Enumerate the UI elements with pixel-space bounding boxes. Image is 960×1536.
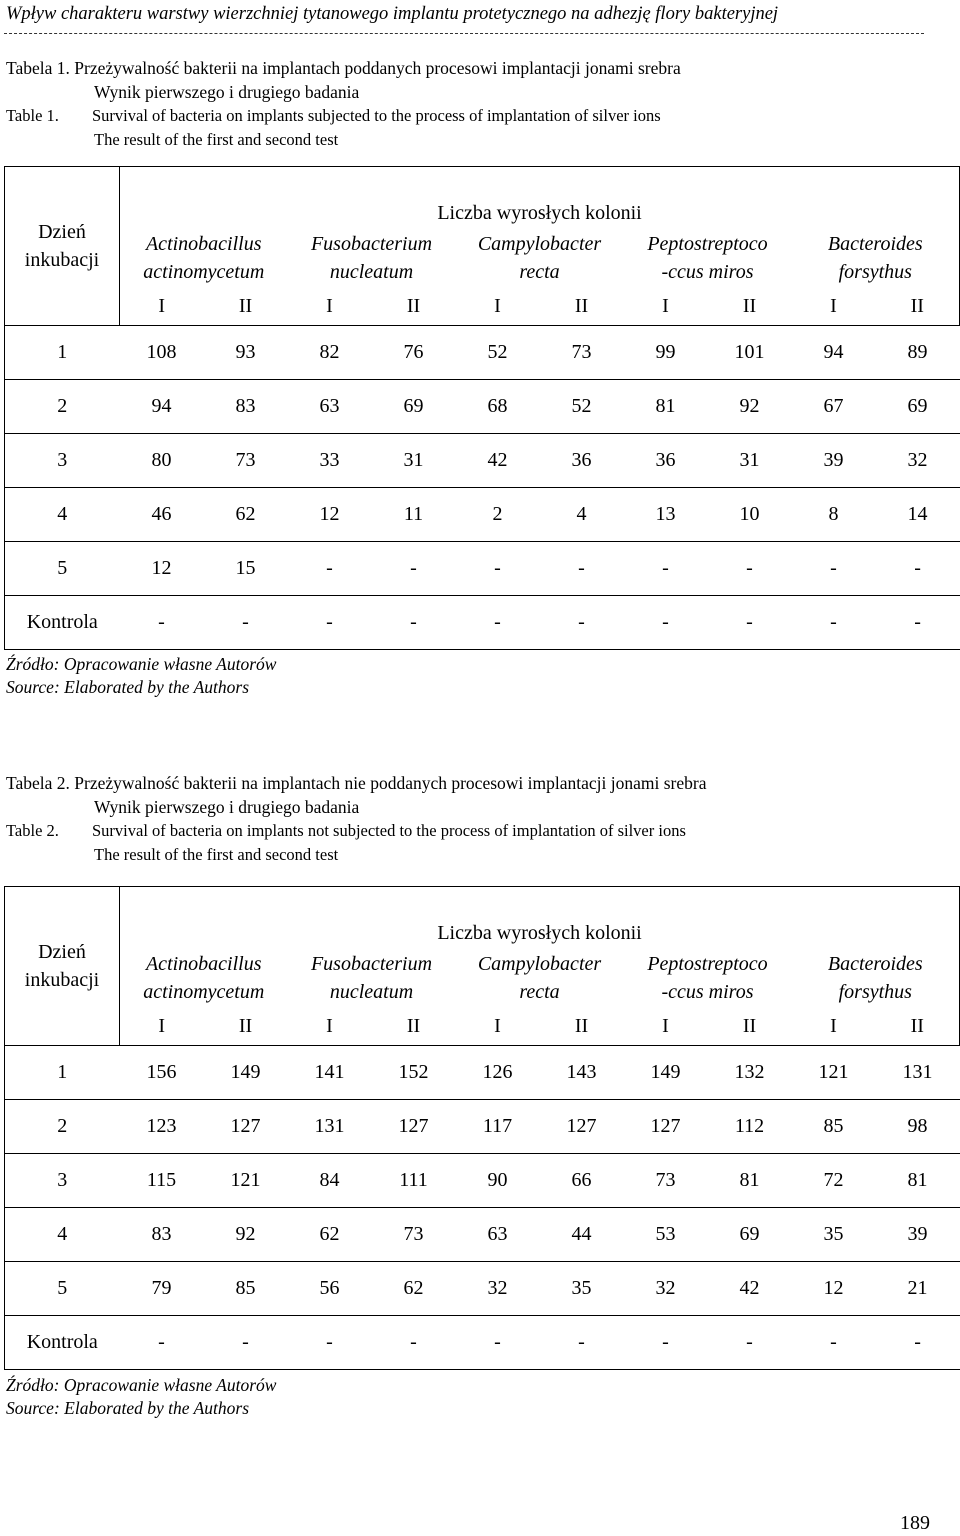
- header-row-group: [5, 167, 960, 230]
- value-cell: 39: [876, 1208, 960, 1262]
- caption-pl-text: Przeżywalność bakterii na implantach nie poddanych procesowi implantacji jonami srebra: [74, 773, 707, 793]
- page-number: 189: [900, 1512, 930, 1534]
- value-cell: 4: [540, 488, 624, 542]
- species-name-line2: recta: [519, 261, 560, 283]
- value-cell: 99: [624, 326, 708, 380]
- value-cell: -: [120, 1316, 204, 1370]
- colonies-group-header: Liczba wyrosłych kolonii: [120, 167, 960, 230]
- caption-en-subtitle: The result of the first and second test: [94, 845, 339, 864]
- value-cell: 112: [708, 1100, 792, 1154]
- day-cell: 2: [5, 380, 120, 434]
- value-cell: 80: [120, 434, 204, 488]
- value-cell: 83: [120, 1208, 204, 1262]
- value-cell: 69: [876, 380, 960, 434]
- table1-caption: [6, 56, 681, 152]
- value-cell: 132: [708, 1046, 792, 1100]
- species-name-line2: -ccus miros: [661, 981, 754, 1003]
- species-header: [456, 229, 624, 287]
- test-label: II: [708, 1007, 792, 1046]
- test-label: I: [792, 1007, 876, 1046]
- value-cell: -: [288, 542, 372, 596]
- value-cell: 81: [624, 380, 708, 434]
- species-name-line1: Peptostreptoco: [647, 953, 768, 975]
- value-cell: 10: [708, 488, 792, 542]
- value-cell: 67: [792, 380, 876, 434]
- day-cell: Kontrola: [5, 1316, 120, 1370]
- value-cell: 123: [120, 1100, 204, 1154]
- value-cell: 126: [456, 1046, 540, 1100]
- value-cell: 85: [204, 1262, 288, 1316]
- value-cell: -: [876, 542, 960, 596]
- test-label: I: [792, 287, 876, 326]
- value-cell: -: [204, 1316, 288, 1370]
- value-cell: 13: [624, 488, 708, 542]
- value-cell: 68: [456, 380, 540, 434]
- value-cell: 149: [624, 1046, 708, 1100]
- value-cell: 2: [456, 488, 540, 542]
- test-label: I: [456, 1007, 540, 1046]
- table-row: [5, 326, 960, 380]
- value-cell: -: [288, 1316, 372, 1370]
- value-cell: 62: [288, 1208, 372, 1262]
- value-cell: 62: [204, 488, 288, 542]
- value-cell: 62: [372, 1262, 456, 1316]
- species-header: [120, 949, 288, 1007]
- value-cell: -: [456, 596, 540, 650]
- test-label: I: [288, 287, 372, 326]
- value-cell: -: [624, 542, 708, 596]
- test-label: II: [876, 287, 960, 326]
- value-cell: 32: [876, 434, 960, 488]
- table-row: [5, 488, 960, 542]
- header-row-species: [5, 949, 960, 1007]
- source-pl: Źródło: Opracowanie własne Autorów: [6, 654, 277, 674]
- value-cell: 149: [204, 1046, 288, 1100]
- caption-en-text: Survival of bacteria on implants not subjected to the process of implantation of silver ions: [92, 821, 686, 840]
- test-label: II: [372, 287, 456, 326]
- value-cell: 92: [708, 380, 792, 434]
- value-cell: 82: [288, 326, 372, 380]
- test-label: II: [204, 287, 288, 326]
- value-cell: 73: [204, 434, 288, 488]
- species-header: [792, 229, 960, 287]
- day-cell: 1: [5, 326, 120, 380]
- value-cell: 12: [120, 542, 204, 596]
- value-cell: 98: [876, 1100, 960, 1154]
- day-cell: 5: [5, 1262, 120, 1316]
- table2-caption: [6, 771, 706, 867]
- value-cell: -: [288, 596, 372, 650]
- value-cell: -: [372, 1316, 456, 1370]
- value-cell: 31: [708, 434, 792, 488]
- species-header: [288, 229, 456, 287]
- species-header: [792, 949, 960, 1007]
- caption-pl-line: [6, 56, 681, 80]
- value-cell: 52: [456, 326, 540, 380]
- day-cell: 3: [5, 1154, 120, 1208]
- caption-en-line: [6, 819, 706, 843]
- value-cell: -: [456, 542, 540, 596]
- test-label: I: [624, 287, 708, 326]
- value-cell: -: [708, 542, 792, 596]
- species-name-line2: forsythus: [838, 981, 912, 1003]
- species-name-line2: recta: [519, 981, 560, 1003]
- species-header: [624, 949, 792, 1007]
- value-cell: -: [540, 1316, 624, 1370]
- table2-source: [6, 1374, 276, 1420]
- value-cell: -: [120, 596, 204, 650]
- source-en: Source: Elaborated by the Authors: [6, 677, 250, 697]
- species-name-line1: Bacteroides: [827, 953, 923, 975]
- table-row: [5, 596, 960, 650]
- value-cell: 121: [792, 1046, 876, 1100]
- value-cell: 81: [876, 1154, 960, 1208]
- colonies-group-header: Liczba wyrosłych kolonii: [120, 887, 960, 950]
- test-label: II: [540, 1007, 624, 1046]
- value-cell: 121: [204, 1154, 288, 1208]
- day-cell: 4: [5, 1208, 120, 1262]
- value-cell: 33: [288, 434, 372, 488]
- table-row: [5, 542, 960, 596]
- species-name-line1: Campylobacter: [477, 233, 602, 255]
- species-name-line1: Peptostreptoco: [647, 233, 768, 255]
- value-cell: 156: [120, 1046, 204, 1100]
- value-cell: -: [456, 1316, 540, 1370]
- value-cell: 12: [792, 1262, 876, 1316]
- value-cell: 21: [876, 1262, 960, 1316]
- value-cell: -: [540, 542, 624, 596]
- value-cell: 101: [708, 326, 792, 380]
- value-cell: 143: [540, 1046, 624, 1100]
- species-name-line2: nucleatum: [329, 261, 414, 283]
- value-cell: 127: [204, 1100, 288, 1154]
- value-cell: 141: [288, 1046, 372, 1100]
- value-cell: 46: [120, 488, 204, 542]
- value-cell: 115: [120, 1154, 204, 1208]
- value-cell: 32: [456, 1262, 540, 1316]
- caption-en-subtitle: The result of the first and second test: [94, 130, 339, 149]
- bacteria-survival-table-1: [4, 166, 960, 650]
- value-cell: 93: [204, 326, 288, 380]
- test-label: I: [120, 1007, 204, 1046]
- test-label: II: [708, 287, 792, 326]
- value-cell: 8: [792, 488, 876, 542]
- table-row: [5, 1262, 960, 1316]
- source-en: Source: Elaborated by the Authors: [6, 1398, 250, 1418]
- table-row: [5, 380, 960, 434]
- value-cell: 69: [372, 380, 456, 434]
- species-name-line1: Campylobacter: [477, 953, 602, 975]
- value-cell: -: [372, 542, 456, 596]
- day-cell: 3: [5, 434, 120, 488]
- header-row-species: [5, 229, 960, 287]
- species-header: [624, 229, 792, 287]
- value-cell: -: [708, 1316, 792, 1370]
- value-cell: -: [792, 596, 876, 650]
- value-cell: 152: [372, 1046, 456, 1100]
- value-cell: 108: [120, 326, 204, 380]
- value-cell: 39: [792, 434, 876, 488]
- value-cell: 36: [540, 434, 624, 488]
- value-cell: 73: [372, 1208, 456, 1262]
- value-cell: 36: [624, 434, 708, 488]
- value-cell: 85: [792, 1100, 876, 1154]
- value-cell: -: [792, 542, 876, 596]
- test-label: II: [204, 1007, 288, 1046]
- value-cell: 76: [372, 326, 456, 380]
- running-header: Wpływ charakteru warstwy wierzchniej tytanowego implantu protetycznego na adhezję flory bakteryjnej: [6, 4, 779, 24]
- value-cell: 127: [624, 1100, 708, 1154]
- value-cell: 15: [204, 542, 288, 596]
- value-cell: 73: [540, 326, 624, 380]
- value-cell: -: [708, 596, 792, 650]
- value-cell: 66: [540, 1154, 624, 1208]
- species-header: [120, 229, 288, 287]
- value-cell: 83: [204, 380, 288, 434]
- species-name-line1: Actinobacillus: [145, 233, 262, 255]
- caption-pl-subtitle: Wynik pierwszego i drugiego badania: [94, 797, 360, 817]
- test-label: I: [120, 287, 204, 326]
- species-name-line1: Bacteroides: [827, 233, 923, 255]
- value-cell: -: [876, 596, 960, 650]
- value-cell: 56: [288, 1262, 372, 1316]
- value-cell: 127: [540, 1100, 624, 1154]
- species-name-line1: Fusobacterium: [310, 953, 433, 975]
- day-cell: 2: [5, 1100, 120, 1154]
- value-cell: -: [876, 1316, 960, 1370]
- value-cell: 63: [456, 1208, 540, 1262]
- test-label: I: [624, 1007, 708, 1046]
- value-cell: 131: [876, 1046, 960, 1100]
- test-label: I: [288, 1007, 372, 1046]
- species-name-line2: actinomycetum: [143, 981, 265, 1003]
- caption-pl-subtitle: Wynik pierwszego i drugiego badania: [94, 82, 360, 102]
- day-cell: 5: [5, 542, 120, 596]
- day-cell: 4: [5, 488, 120, 542]
- bacteria-survival-table-2: [4, 886, 960, 1370]
- table-row: [5, 434, 960, 488]
- test-label: II: [372, 1007, 456, 1046]
- value-cell: 63: [288, 380, 372, 434]
- day-cell: 1: [5, 1046, 120, 1100]
- value-cell: 90: [456, 1154, 540, 1208]
- table-row: [5, 1100, 960, 1154]
- value-cell: 131: [288, 1100, 372, 1154]
- species-name-line2: forsythus: [838, 261, 912, 283]
- value-cell: 94: [120, 380, 204, 434]
- value-cell: -: [624, 596, 708, 650]
- caption-pl-number: Tabela 1.: [6, 58, 70, 78]
- table-row: [5, 1208, 960, 1262]
- caption-en-line: [6, 104, 681, 128]
- header-rule: [4, 33, 924, 34]
- species-header: [288, 949, 456, 1007]
- value-cell: 32: [624, 1262, 708, 1316]
- value-cell: 44: [540, 1208, 624, 1262]
- day-cell: Kontrola: [5, 596, 120, 650]
- species-header: [456, 949, 624, 1007]
- value-cell: -: [540, 596, 624, 650]
- header-row-tests: [5, 287, 960, 326]
- value-cell: 42: [708, 1262, 792, 1316]
- caption-pl-number: Tabela 2.: [6, 773, 70, 793]
- test-label: I: [456, 287, 540, 326]
- value-cell: 52: [540, 380, 624, 434]
- value-cell: 111: [372, 1154, 456, 1208]
- species-name-line1: Actinobacillus: [145, 953, 262, 975]
- header-row-tests: [5, 1007, 960, 1046]
- value-cell: 35: [540, 1262, 624, 1316]
- source-pl: Źródło: Opracowanie własne Autorów: [6, 1375, 277, 1395]
- value-cell: 69: [708, 1208, 792, 1262]
- value-cell: 117: [456, 1100, 540, 1154]
- value-cell: 127: [372, 1100, 456, 1154]
- table-row: [5, 1046, 960, 1100]
- value-cell: 92: [204, 1208, 288, 1262]
- caption-en-number: Table 2.: [6, 821, 59, 840]
- value-cell: -: [792, 1316, 876, 1370]
- table1-source: [6, 653, 276, 699]
- species-name-line2: nucleatum: [329, 981, 414, 1003]
- table-row: [5, 1154, 960, 1208]
- value-cell: 73: [624, 1154, 708, 1208]
- day-column-header: Dzień inkubacji: [5, 887, 120, 1046]
- value-cell: 35: [792, 1208, 876, 1262]
- value-cell: 31: [372, 434, 456, 488]
- value-cell: -: [204, 596, 288, 650]
- species-name-line2: actinomycetum: [143, 261, 265, 283]
- value-cell: 84: [288, 1154, 372, 1208]
- value-cell: 53: [624, 1208, 708, 1262]
- species-name-line1: Fusobacterium: [310, 233, 433, 255]
- value-cell: 89: [876, 326, 960, 380]
- value-cell: 12: [288, 488, 372, 542]
- value-cell: 42: [456, 434, 540, 488]
- value-cell: 14: [876, 488, 960, 542]
- value-cell: -: [624, 1316, 708, 1370]
- value-cell: 94: [792, 326, 876, 380]
- caption-en-text: Survival of bacteria on implants subjected to the process of implantation of silver ions: [92, 106, 661, 125]
- value-cell: 72: [792, 1154, 876, 1208]
- header-row-group: [5, 887, 960, 950]
- table-row: [5, 1316, 960, 1370]
- test-label: II: [876, 1007, 960, 1046]
- value-cell: 11: [372, 488, 456, 542]
- species-name-line2: -ccus miros: [661, 261, 754, 283]
- caption-pl-text: Przeżywalność bakterii na implantach poddanych procesowi implantacji jonami srebra: [74, 58, 681, 78]
- day-column-header: Dzień inkubacji: [5, 167, 120, 326]
- value-cell: -: [372, 596, 456, 650]
- value-cell: 79: [120, 1262, 204, 1316]
- caption-en-number: Table 1.: [6, 106, 59, 125]
- value-cell: 81: [708, 1154, 792, 1208]
- test-label: II: [540, 287, 624, 326]
- caption-pl-line: [6, 771, 706, 795]
